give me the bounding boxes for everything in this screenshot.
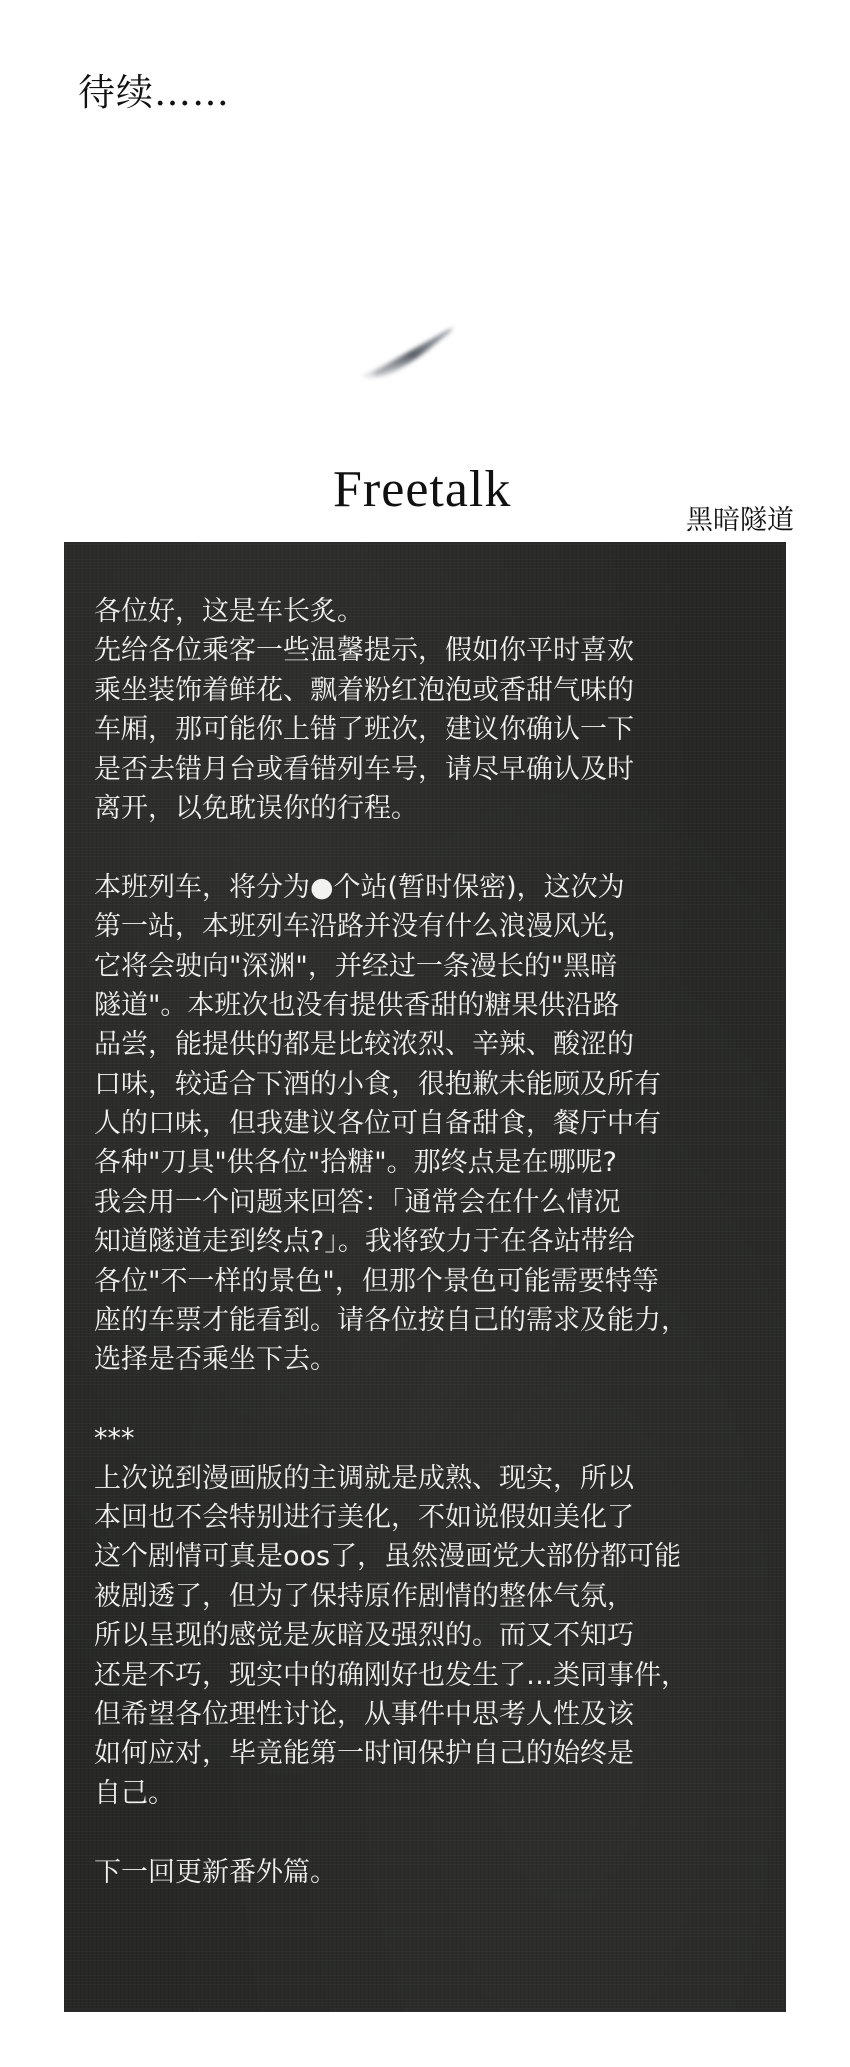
message-line: 是否去错月台或看错列车号，请尽早确认及时	[94, 753, 634, 785]
paragraph-spacer	[94, 1380, 774, 1419]
message-line: 各种"刀具"供各位"拾糖"。那终点是在哪呢?	[94, 1147, 618, 1179]
message-line: 如何应对，毕竟能第一时间保护自己的始终是	[94, 1738, 634, 1770]
message-line: 人的口味，但我建议各位可自备甜食，餐厅中有	[94, 1108, 661, 1140]
message-line: 上次说到漫画版的主调就是成熟、现实，所以	[94, 1462, 634, 1494]
message-line: 本班列车，将分为●个站(暂时保密)，这次为	[94, 871, 625, 903]
to-be-continued-text: 待续……	[78, 71, 230, 114]
freetalk-title: Freetalk	[333, 461, 512, 518]
message-body	[94, 592, 774, 1892]
message-line: 各位"不一样的景色"，但那个景色可能需要特等	[94, 1265, 659, 1297]
message-line: 这个剧情可真是oos了，虽然漫画党大部份都可能	[94, 1541, 682, 1573]
paragraph-spacer	[94, 828, 774, 867]
message-line: 但希望各位理性讨论，从事件中思考人性及该	[94, 1698, 634, 1730]
message-panel	[64, 542, 786, 2012]
feather-icon	[355, 318, 465, 388]
freetalk-subtitle: 黑暗隧道	[686, 505, 794, 536]
message-line: 下一回更新番外篇。	[94, 1856, 337, 1888]
message-line: 离开，以免耽误你的行程。	[94, 792, 418, 824]
message-line: 它将会驶向"深渊"，并经过一条漫长的"黑暗	[94, 950, 618, 982]
message-line: 隧道"。本班次也没有提供香甜的糖果供沿路	[94, 989, 620, 1021]
message-line: 品尝，能提供的都是比较浓烈、辛辣、酸涩的	[94, 1029, 634, 1061]
paragraph-spacer	[94, 1813, 774, 1852]
message-line: ***	[94, 1423, 135, 1455]
message-line: 口味，较适合下酒的小食，很抱歉未能顾及所有	[94, 1068, 661, 1100]
message-line: 车厢，那可能你上错了班次，建议你确认一下	[94, 714, 634, 746]
message-line: 知道隧道走到终点?」。我将致力于在各站带给	[94, 1226, 635, 1258]
message-line: 本回也不会特别进行美化，不如说假如美化了	[94, 1501, 634, 1533]
message-line: 还是不巧，现实中的确刚好也发生了…类同事件，	[94, 1659, 688, 1691]
message-line: 先给各位乘客一些温馨提示，假如你平时喜欢	[94, 635, 634, 667]
message-line: 各位好，这是车长炙。	[94, 596, 364, 627]
message-line: 选择是否乘坐下去。	[94, 1344, 337, 1376]
message-line: 乘坐装饰着鲜花、飘着粉红泡泡或香甜气味的	[94, 674, 634, 706]
message-line: 座的车票才能看到。请各位按自己的需求及能力，	[94, 1305, 688, 1337]
message-line: 我会用一个问题来回答：「通常会在什么情况	[94, 1186, 621, 1218]
message-line: 被剧透了，但为了保持原作剧情的整体气氛，	[94, 1580, 634, 1612]
message-line: 自己。	[94, 1777, 175, 1809]
message-line: 所以呈现的感觉是灰暗及强烈的。而又不知巧	[94, 1620, 634, 1652]
message-line: 第一站，本班列车沿路并没有什么浪漫风光，	[94, 911, 634, 943]
